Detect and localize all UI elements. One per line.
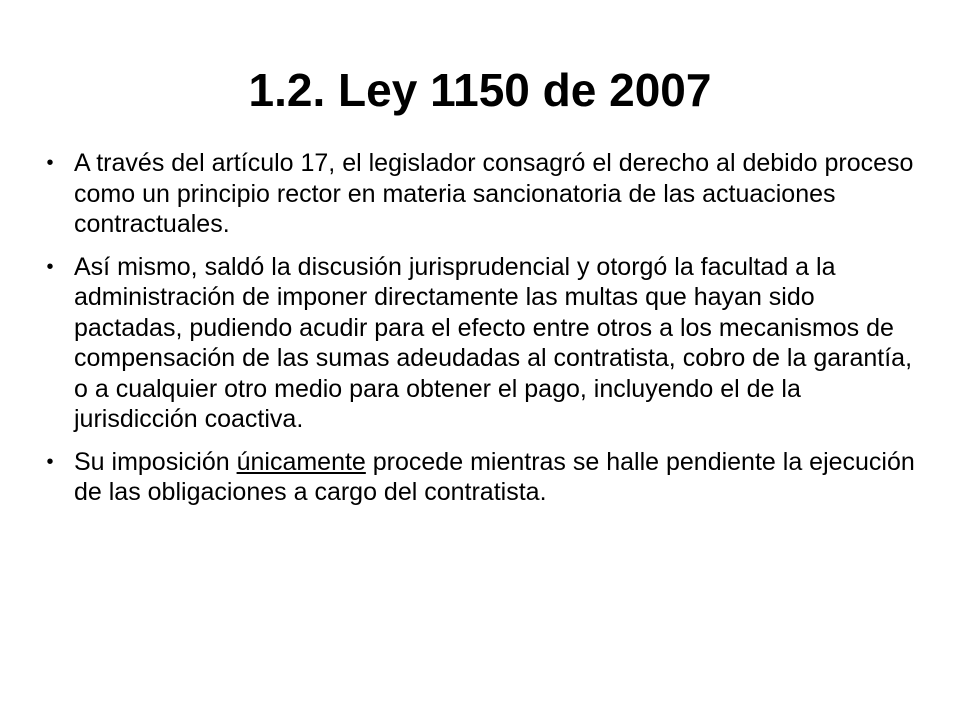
bullet-item-1 [40,148,920,240]
bullet-dot-icon: • [46,152,54,174]
bullet-text-1: A través del artículo 17, el legislador consagró el derecho al debido proceso como un principio rector en materia sancionatoria de las actuaciones contractuales. [74,149,914,238]
bullet-dot-icon: • [46,255,54,278]
bullet-list [40,148,920,520]
bullet-dot-icon: • [46,450,54,473]
bullet-text-3-start: Su imposición [74,447,237,476]
bullet-item-3 [40,447,920,508]
bullet-item-2 [40,252,920,435]
bullet-text-3-underlined: únicamente [236,447,366,476]
bullet-text-3-end: procede mientras se halle pendiente la ejecución de las obligaciones a cargo del contratista. [74,447,915,506]
bullet-text-2: Así mismo, saldó la discusión jurisprudencial y otorgó la facultad a la administración de imponer directamente las multas que hayan sido pactadas, pudiendo acudir para el efecto entre otros a los mecanismos de compensación de las sumas adeudadas al contratista, cobro de la garantía, o a cualquier otro medio para obtener el pago, incluyendo el de la jurisdicción coactiva. [74,252,913,433]
slide-title: 1.2. Ley 1150 de 2007 [248,64,712,116]
